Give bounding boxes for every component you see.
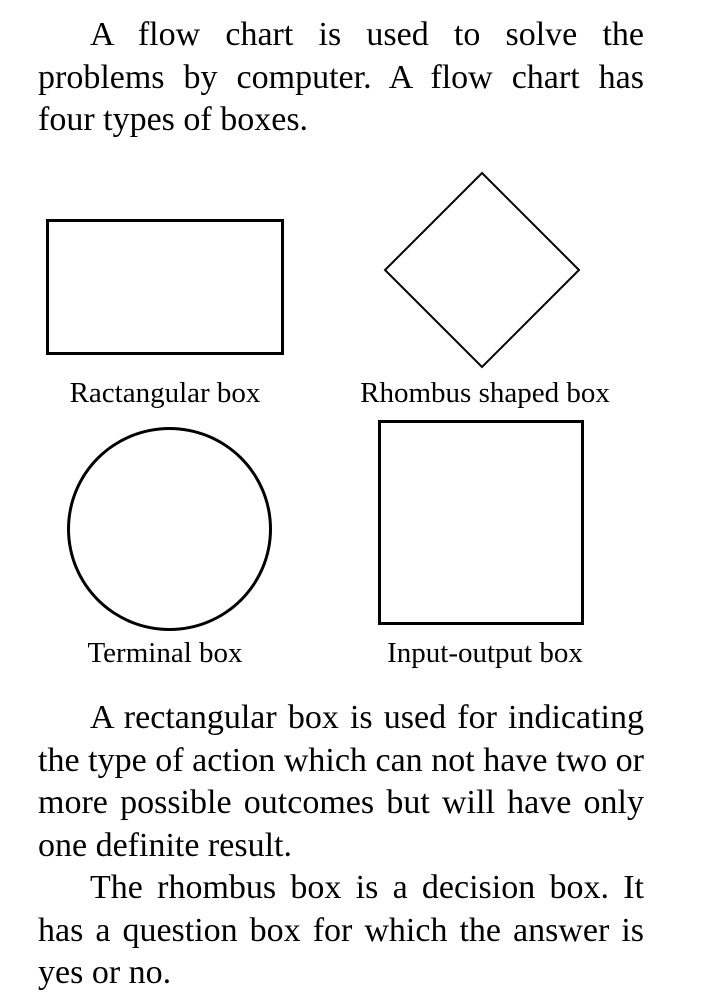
input-output-box-shape bbox=[378, 420, 584, 625]
rectangular-box-caption: Ractangular box bbox=[69, 377, 261, 409]
terminal-box-caption: Terminal box bbox=[87, 637, 243, 669]
rectangular-box-shape bbox=[46, 219, 284, 355]
intro-paragraph: A flow chart is used to solve the problems by computer. A flow chart has four types of boxes. bbox=[38, 16, 644, 138]
rhombus-box-paragraph: The rhombus box is a decision box. It has a question box for which the answer is yes or no. bbox=[38, 869, 644, 991]
terminal-box-shape bbox=[67, 427, 272, 631]
rhombus-box-caption: Rhombus shaped box bbox=[360, 377, 610, 409]
rhombus-box-shape bbox=[382, 170, 582, 370]
input-output-box-caption: Input-output box bbox=[387, 637, 583, 669]
rectangular-box-paragraph: A rectangular box is used for indicating the type of action which can not have two or more possible outcomes but will have only one definite result. bbox=[38, 699, 644, 864]
